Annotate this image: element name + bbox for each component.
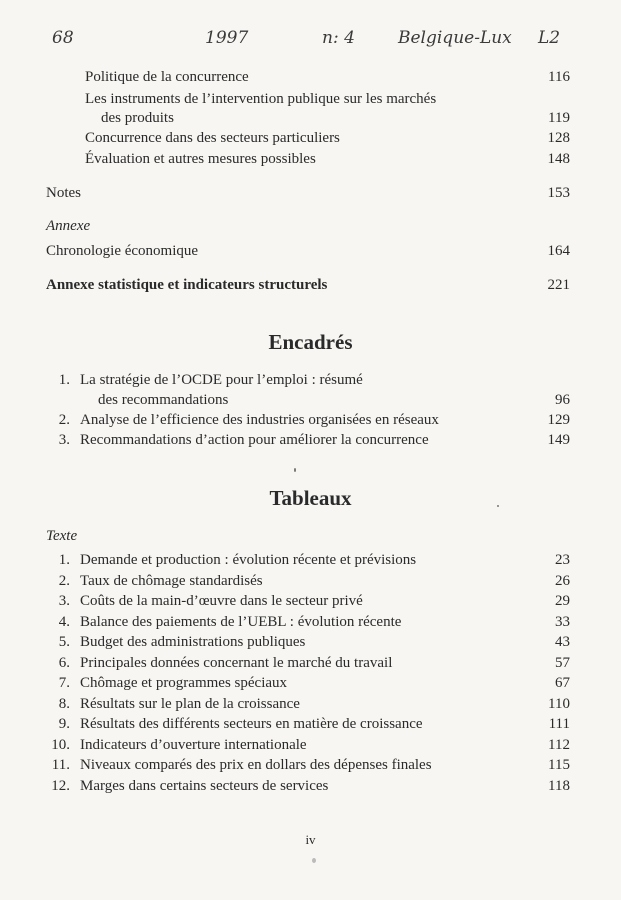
entry-text: Niveaux comparés des prix en dollars des dépenses finales: [80, 757, 432, 773]
entry-number: 3.: [58, 432, 70, 448]
handwritten-note: 68: [52, 28, 74, 48]
entry-text: Résultats des différents secteurs en matière de croissance: [80, 716, 423, 732]
entry-number: 1.: [58, 372, 70, 388]
entry-text: Analyse de l’efficience des industries organisées en réseaux: [80, 412, 439, 428]
tableau-entry: [50, 572, 263, 590]
toc-page-number: 119: [548, 110, 570, 126]
toc-page-number: 148: [547, 151, 570, 167]
entry-number: 7.: [58, 675, 70, 691]
scan-speck: [294, 468, 296, 472]
toc-page-number: 118: [548, 778, 570, 794]
entry-number: 4.: [58, 614, 70, 630]
toc-page-number: 128: [547, 130, 570, 146]
tableau-entry: [50, 777, 328, 795]
toc-page-number: 164: [547, 243, 570, 259]
tableau-entry: [50, 736, 307, 754]
scan-speck: [497, 505, 499, 507]
tableau-entry: [50, 674, 287, 692]
toc-page-number: 110: [548, 696, 570, 712]
section-heading-encadres: Encadrés: [268, 330, 353, 354]
toc-page-number: 112: [548, 737, 570, 753]
toc-page-number: 96: [555, 392, 570, 408]
tableau-entry: [50, 756, 432, 774]
tableau-entry: [50, 613, 401, 631]
toc-entry-notes: Notes: [46, 185, 81, 201]
page-folio: iv: [305, 832, 316, 847]
toc-entry-annexe-statistique: Annexe statistique et indicateurs structurels: [46, 277, 328, 293]
toc-page-number: 111: [548, 716, 570, 732]
toc-entry: Politique de la concurrence: [85, 69, 249, 85]
tableau-entry: [50, 715, 423, 733]
entry-text: Taux de chômage standardisés: [80, 573, 263, 589]
tableau-entry: [50, 695, 300, 713]
toc-page-number: 29: [555, 593, 570, 609]
entry-number: 1.: [58, 552, 70, 568]
entry-text: Principales données concernant le marché du travail: [80, 655, 393, 671]
toc-entry: Évaluation et autres mesures possibles: [85, 151, 316, 167]
entry-text: Coûts de la main-d’œuvre dans le secteur privé: [80, 593, 363, 609]
entry-number: 8.: [58, 696, 70, 712]
entry-number: 2.: [58, 573, 70, 589]
entry-number: 2.: [58, 412, 70, 428]
toc-page-number: 115: [548, 757, 570, 773]
tableau-entry: [50, 592, 363, 610]
toc-page-number: 57: [555, 655, 570, 671]
toc-page-number: 129: [547, 412, 570, 428]
encadre-entry: [50, 431, 429, 449]
encadre-entry: [50, 371, 363, 389]
encadre-entry: [50, 411, 439, 429]
handwritten-note: Belgique-Lux: [398, 28, 512, 48]
tableau-entry: [50, 551, 416, 569]
encadre-entry-cont: des recommandations: [98, 392, 229, 408]
entry-number: 5.: [58, 634, 70, 650]
tableau-entry: [50, 633, 305, 651]
handwritten-note: L2: [538, 28, 561, 48]
entry-text: Balance des paiements de l’UEBL : évolution récente: [80, 614, 402, 630]
entry-number: 3.: [58, 593, 70, 609]
toc-entry: Concurrence dans des secteurs particuliers: [85, 130, 340, 146]
entry-number: 11.: [51, 757, 70, 773]
toc-page-number: 43: [555, 634, 570, 650]
entry-number: 12.: [51, 778, 70, 794]
handwritten-note: n: 4: [322, 28, 355, 48]
toc-page-number: 26: [555, 573, 570, 589]
toc-page-number: 116: [548, 69, 570, 85]
entry-text: Résultats sur le plan de la croissance: [80, 696, 300, 712]
entry-text: Recommandations d’action pour améliorer la concurrence: [80, 432, 429, 448]
toc-entry-chronologie: Chronologie économique: [46, 243, 199, 259]
toc-page-number: 149: [547, 432, 570, 448]
annexe-label: Annexe: [46, 218, 91, 234]
toc-entry: Les instruments de l’intervention publique sur les marchés: [85, 91, 437, 107]
entry-text: La stratégie de l’OCDE pour l’emploi : résumé: [80, 372, 363, 388]
toc-entry: des produits: [101, 110, 174, 126]
toc-page-number: 23: [555, 552, 570, 568]
entry-text: Indicateurs d’ouverture internationale: [80, 737, 307, 753]
toc-page-number: 67: [555, 675, 570, 691]
entry-text: Chômage et programmes spéciaux: [80, 675, 288, 691]
entry-number: 6.: [58, 655, 70, 671]
handwritten-note: 1997: [205, 28, 249, 48]
entry-text: Demande et production : évolution récente et prévisions: [80, 552, 417, 568]
entry-text: Marges dans certains secteurs de services: [80, 778, 329, 794]
section-heading-tableaux: Tableaux: [269, 486, 352, 510]
scan-speck: [312, 858, 316, 863]
subsection-label-texte: Texte: [46, 528, 78, 544]
toc-page-number: 33: [555, 614, 570, 630]
tableau-entry: [50, 654, 392, 672]
entry-text: Budget des administrations publiques: [80, 634, 306, 650]
toc-page-number: 153: [547, 185, 570, 201]
entry-number: 10.: [51, 737, 70, 753]
entry-number: 9.: [58, 716, 70, 732]
toc-page-number: 221: [547, 277, 570, 293]
